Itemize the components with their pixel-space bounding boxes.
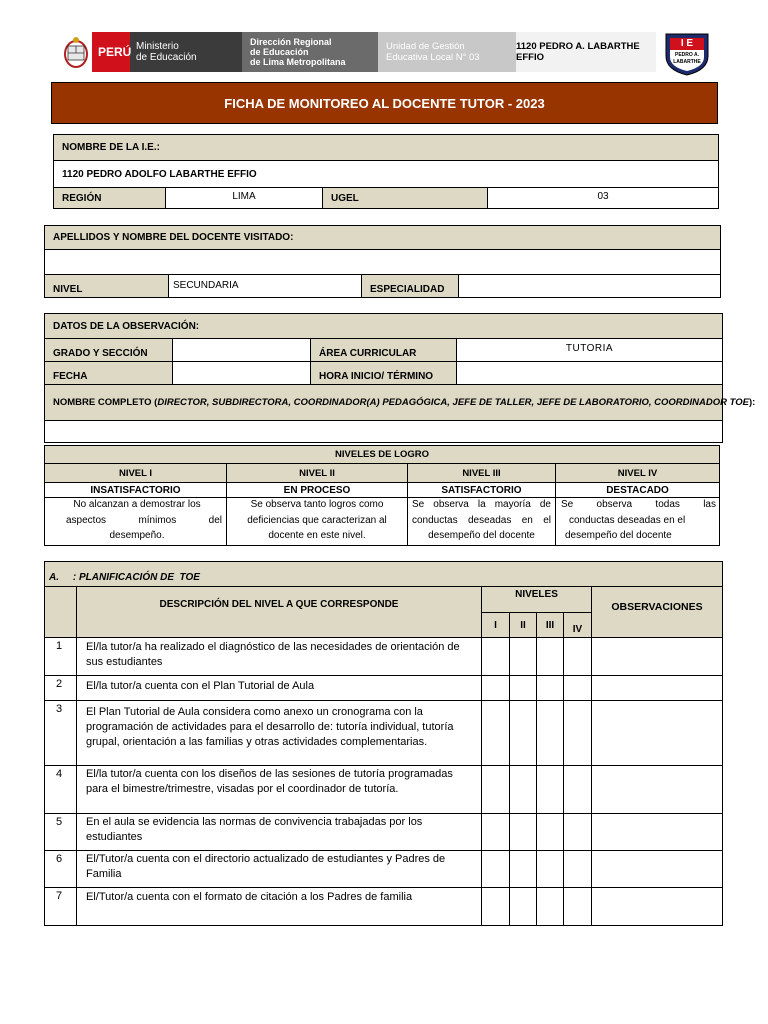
item-text: El Plan Tutorial de Aula considera como anexo un cronograma con la programación de actividades para el desarrollo de: tutoría individual, tutoría grupal, orientación a las familias y otras actividades complementarias. — [86, 706, 454, 748]
hora-label: HORA INICIO/ TÉRMINO — [310, 361, 457, 385]
level-col-2: II — [509, 612, 537, 638]
nivel-4-label: NIVEL IV — [555, 463, 720, 483]
observacion-field[interactable] — [591, 813, 723, 851]
observacion-field[interactable] — [591, 700, 723, 766]
ie-name-value: 1120 PEDRO ADOLFO LABARTHE EFFIO — [53, 160, 719, 188]
nivel-4-desc — [561, 497, 716, 544]
nivel-1-desc-line: No alcanzan a demostrar los — [73, 499, 201, 510]
observacion-field[interactable] — [591, 850, 723, 888]
item-number: 7 — [56, 890, 63, 902]
observer-label-start: NOMBRE COMPLETO ( — [53, 397, 158, 408]
ugel-line-1: Unidad de Gestión — [386, 41, 465, 52]
region-value[interactable]: LIMA — [165, 187, 323, 209]
num-header — [44, 586, 77, 638]
nivel-2-name: EN PROCESO — [226, 482, 408, 498]
nivel-3-desc-line: Se observa la mayoría de — [412, 499, 551, 510]
level-check-1[interactable] — [481, 850, 510, 888]
fecha-field[interactable] — [172, 361, 311, 385]
dre-line-1: Dirección Regional — [250, 37, 332, 47]
observer-label-end: ): — [749, 397, 756, 408]
observacion-label: DATOS DE LA OBSERVACIÓN: — [44, 313, 723, 339]
peru-coat-of-arms — [60, 34, 92, 70]
level-check-4[interactable] — [563, 850, 592, 888]
fecha-label: FECHA — [44, 361, 173, 385]
page-title: FICHA DE MONITOREO AL DOCENTE TUTOR - 2023 — [51, 82, 718, 124]
level-check-3[interactable] — [536, 765, 564, 814]
nivel-2-desc-line: Se observa tanto logros como — [250, 499, 384, 510]
nivel-4-desc-line: desempeño del docente — [565, 530, 672, 541]
level-check-3[interactable] — [536, 700, 564, 766]
especialidad-field[interactable] — [458, 274, 721, 298]
nivel-3-label: NIVEL III — [407, 463, 556, 483]
dre-line-3: de Lima Metropolitana — [250, 57, 346, 67]
badge-top: I E — [680, 38, 694, 49]
peru-label: PERÚ — [92, 32, 130, 72]
level-check-3[interactable] — [536, 637, 564, 676]
badge-bottom-1: PEDRO A. — [675, 52, 699, 58]
level-check-4[interactable] — [563, 637, 592, 676]
item-number: 5 — [56, 816, 63, 828]
nivel-2-desc — [232, 497, 402, 544]
level-col-1: I — [481, 612, 510, 638]
nivel-2-desc-line: docente en este nivel. — [268, 530, 366, 541]
niveles-header: NIVELES — [481, 586, 592, 613]
ugel-label: UGEL — [322, 187, 488, 209]
observer-roles: DIRECTOR, SUBDIRECTORA, COORDINADOR(A) PEDAGÓGICA, JEFE DE TALLER, JEFE DE LABORATORIO, COORDINADOR TOE — [157, 397, 749, 408]
observacion-field[interactable] — [591, 675, 723, 701]
docente-name-label: APELLIDOS Y NOMBRE DEL DOCENTE VISITADO: — [44, 225, 721, 250]
dre-line-2: de Educación — [250, 47, 309, 57]
nivel-label: NIVEL — [44, 274, 169, 298]
nivel-2-desc-line: deficiencias que caracterizan al — [247, 514, 387, 526]
ie-name-label: NOMBRE DE LA I.E.: — [53, 134, 719, 161]
level-check-1[interactable] — [481, 637, 510, 676]
niveles-logro-title: NIVELES DE LOGRO — [44, 445, 720, 464]
ugel-line-2: Educativa Local N° 03 — [386, 52, 480, 63]
region-label: REGIÓN — [53, 187, 166, 209]
nivel-3-desc-line: conductas deseadas en el — [412, 514, 551, 526]
coat-of-arms-icon — [60, 34, 92, 70]
level-check-4[interactable] — [563, 813, 592, 851]
level-check-2[interactable] — [509, 765, 537, 814]
level-check-2[interactable] — [509, 675, 537, 701]
nivel-2-label: NIVEL II — [226, 463, 408, 483]
level-check-3[interactable] — [536, 675, 564, 701]
item-number: 6 — [56, 853, 63, 865]
dre-logo — [242, 32, 378, 72]
level-check-2[interactable] — [509, 700, 537, 766]
ugel-logo — [378, 32, 516, 72]
level-check-4[interactable] — [563, 887, 592, 926]
nivel-4-name: DESTACADO — [555, 482, 720, 498]
nivel-4-desc-line: Se observa todas las — [561, 499, 716, 510]
level-check-1[interactable] — [481, 813, 510, 851]
nivel-3-desc — [412, 497, 551, 544]
item-text: El/la tutor/a ha realizado el diagnóstico de las necesidades de orientación de sus estudiantes — [86, 641, 460, 668]
nivel-3-desc-line: desempeño del docente — [428, 530, 535, 541]
school-label: 1120 PEDRO A. LABARTHE EFFIO — [516, 32, 656, 72]
level-col-3: III — [536, 612, 564, 638]
level-check-4[interactable] — [563, 675, 592, 701]
docente-name-field[interactable] — [44, 249, 721, 275]
nivel-4-desc-line: conductas deseadas en el — [569, 514, 686, 526]
grado-label: GRADO Y SECCIÓN — [44, 338, 173, 362]
level-check-2[interactable] — [509, 887, 537, 926]
observer-field[interactable] — [44, 420, 723, 443]
observacion-field[interactable] — [591, 765, 723, 814]
nivel-1-desc-line: aspectos mínimos del — [66, 514, 222, 526]
level-check-2[interactable] — [509, 813, 537, 851]
level-col-4: IV — [563, 612, 592, 638]
level-check-1[interactable] — [481, 675, 510, 701]
level-check-1[interactable] — [481, 700, 510, 766]
item-text: El/Tutor/a cuenta con el directorio actualizado de estudiantes y Padres de Familia — [86, 853, 446, 880]
ministerio-line-1: Ministerio — [136, 41, 179, 52]
nivel-1-label: NIVEL I — [44, 463, 227, 483]
hora-field[interactable] — [456, 361, 723, 385]
observaciones-header: OBSERVACIONES — [591, 586, 723, 638]
ministerio-logo — [92, 32, 242, 72]
level-check-4[interactable] — [563, 765, 592, 814]
ugel-value[interactable]: 03 — [487, 187, 719, 209]
planificacion-title: A. : PLANIFICACIÓN DE TOE — [44, 561, 723, 587]
grado-field[interactable] — [172, 338, 311, 362]
item-number: 4 — [56, 768, 63, 780]
badge-bottom-2: LABARTHE — [673, 59, 701, 65]
school-badge — [662, 30, 712, 76]
item-number: 2 — [56, 678, 63, 690]
nivel-3-name: SATISFACTORIO — [407, 482, 556, 498]
area-value[interactable]: TUTORIA — [456, 338, 723, 362]
item-text: El/Tutor/a cuenta con el formato de citación a los Padres de familia — [86, 891, 413, 903]
level-check-1[interactable] — [481, 765, 510, 814]
item-text: En el aula se evidencia las normas de convivencia trabajadas por los estudiantes — [86, 816, 423, 843]
especialidad-label: ESPECIALIDAD — [361, 274, 459, 298]
nivel-1-name: INSATISFACTORIO — [44, 482, 227, 498]
desc-header: DESCRIPCIÓN DEL NIVEL A QUE CORRESPONDE — [76, 586, 482, 638]
item-text: El/la tutor/a cuenta con el Plan Tutorial de Aula — [86, 680, 315, 692]
nivel-1-desc — [52, 497, 222, 544]
ministerio-line-2: de Educación — [136, 52, 197, 63]
nivel-value[interactable]: SECUNDARIA — [168, 274, 362, 298]
level-check-2[interactable] — [509, 637, 537, 676]
level-check-4[interactable] — [563, 700, 592, 766]
level-check-3[interactable] — [536, 813, 564, 851]
item-number: 3 — [56, 703, 63, 715]
area-label: ÁREA CURRICULAR — [310, 338, 457, 362]
item-text: El/la tutor/a cuenta con los diseños de las sesiones de tutoría programadas para el bimestre/trimestre, visadas por el coordinador de tutoría. — [86, 768, 453, 795]
level-check-3[interactable] — [536, 887, 564, 926]
observacion-field[interactable] — [591, 887, 723, 926]
level-check-2[interactable] — [509, 850, 537, 888]
observacion-field[interactable] — [591, 637, 723, 676]
level-check-1[interactable] — [481, 887, 510, 926]
nivel-1-desc-line: desempeño. — [109, 530, 165, 541]
level-check-3[interactable] — [536, 850, 564, 888]
observer-label — [44, 384, 756, 421]
item-number: 1 — [56, 640, 63, 652]
